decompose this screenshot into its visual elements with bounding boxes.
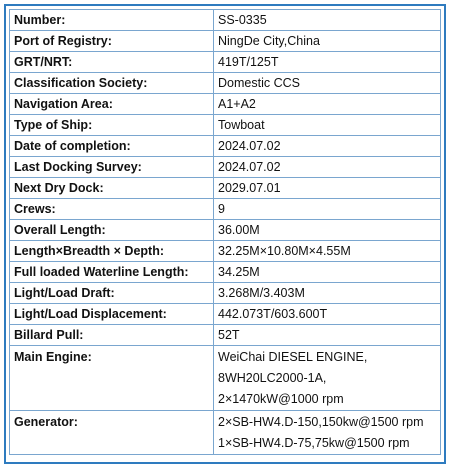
table-row bbox=[10, 115, 441, 136]
row-label: Generator: bbox=[10, 411, 214, 455]
row-value: 9 bbox=[214, 199, 441, 220]
row-value: A1+A2 bbox=[214, 94, 441, 115]
row-label: Crews: bbox=[10, 199, 214, 220]
row-value: 3.268M/3.403M bbox=[214, 283, 441, 304]
row-label: Next Dry Dock: bbox=[10, 178, 214, 199]
spec-sheet-frame bbox=[4, 4, 446, 464]
row-value bbox=[214, 411, 441, 455]
table-row bbox=[10, 220, 441, 241]
table-row bbox=[10, 178, 441, 199]
row-value: 52T bbox=[214, 325, 441, 346]
row-label: Navigation Area: bbox=[10, 94, 214, 115]
row-value: 419T/125T bbox=[214, 52, 441, 73]
table-row bbox=[10, 199, 441, 220]
spec-table-body bbox=[10, 10, 441, 455]
main-engine-line-2: 8WH20LC2000-1A, bbox=[218, 371, 327, 385]
table-row bbox=[10, 283, 441, 304]
generator-line-2: 1×SB-HW4.D-75,75kw@1500 rpm bbox=[218, 436, 410, 450]
table-row-generator bbox=[10, 411, 441, 455]
main-engine-line-3: 2×1470kW@1000 rpm bbox=[218, 392, 344, 406]
ship-spec-table bbox=[9, 9, 441, 455]
row-value: 32.25M×10.80M×4.55M bbox=[214, 241, 441, 262]
table-row bbox=[10, 73, 441, 94]
row-value: 34.25M bbox=[214, 262, 441, 283]
row-value bbox=[214, 346, 441, 411]
table-row bbox=[10, 94, 441, 115]
table-row bbox=[10, 304, 441, 325]
table-row bbox=[10, 241, 441, 262]
row-value: 2024.07.02 bbox=[214, 157, 441, 178]
row-value: Towboat bbox=[214, 115, 441, 136]
row-label: Number: bbox=[10, 10, 214, 31]
table-row bbox=[10, 136, 441, 157]
row-label: Light/Load Draft: bbox=[10, 283, 214, 304]
row-label: Type of Ship: bbox=[10, 115, 214, 136]
row-label: Classification Society: bbox=[10, 73, 214, 94]
row-label: Main Engine: bbox=[10, 346, 214, 411]
row-value: NingDe City,China bbox=[214, 31, 441, 52]
row-label: Full loaded Waterline Length: bbox=[10, 262, 214, 283]
generator-line-1: 2×SB-HW4.D-150,150kw@1500 rpm bbox=[218, 415, 424, 429]
row-label: Billard Pull: bbox=[10, 325, 214, 346]
row-label: Last Docking Survey: bbox=[10, 157, 214, 178]
row-value: 2024.07.02 bbox=[214, 136, 441, 157]
table-row-main-engine bbox=[10, 346, 441, 411]
row-label: Light/Load Displacement: bbox=[10, 304, 214, 325]
table-row bbox=[10, 31, 441, 52]
row-value: 442.073T/603.600T bbox=[214, 304, 441, 325]
row-label: GRT/NRT: bbox=[10, 52, 214, 73]
row-label: Overall Length: bbox=[10, 220, 214, 241]
table-row bbox=[10, 325, 441, 346]
row-value: 36.00M bbox=[214, 220, 441, 241]
table-row bbox=[10, 157, 441, 178]
row-value: Domestic CCS bbox=[214, 73, 441, 94]
table-row bbox=[10, 10, 441, 31]
row-value: SS-0335 bbox=[214, 10, 441, 31]
table-row bbox=[10, 52, 441, 73]
row-value: 2029.07.01 bbox=[214, 178, 441, 199]
row-label: Length×Breadth × Depth: bbox=[10, 241, 214, 262]
main-engine-line-1: WeiChai DIESEL ENGINE, bbox=[218, 350, 368, 364]
table-row bbox=[10, 262, 441, 283]
row-label: Date of completion: bbox=[10, 136, 214, 157]
row-label: Port of Registry: bbox=[10, 31, 214, 52]
